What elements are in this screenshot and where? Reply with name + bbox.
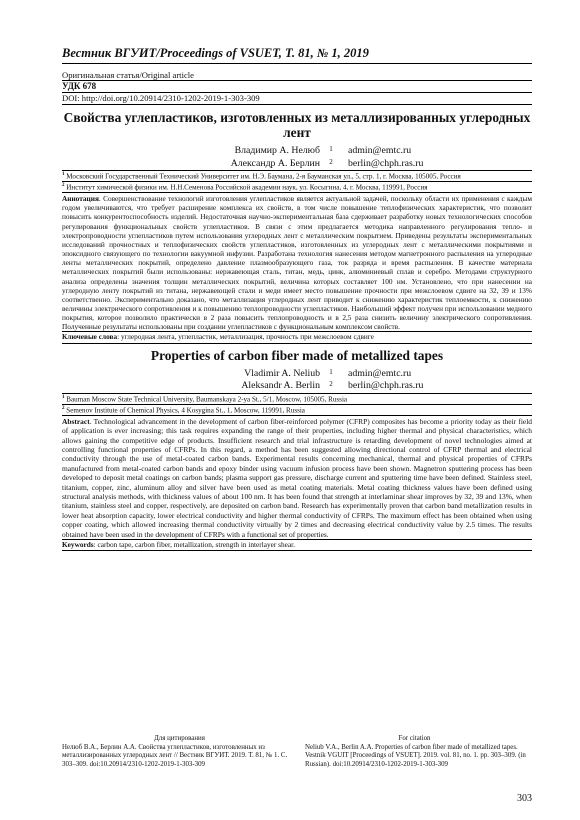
author-name: Александр А. Берлин (230, 157, 320, 169)
abstract-en (62, 417, 532, 539)
keywords-ru (62, 332, 532, 343)
keywords-text: : carbon tape, carbon fiber, metallization, strength in interlayer shear. (93, 540, 295, 550)
authors-en (62, 368, 532, 393)
author-row (62, 158, 532, 171)
affiliation-ru-2 (62, 182, 532, 192)
doi-link[interactable]: DOI: http://doi.org/10.20914/2310-1202-2019-1-303-309 (62, 93, 260, 104)
author-email[interactable]: berlin@chph.ras.ru (348, 380, 424, 392)
affil-mark: 1 (62, 394, 65, 400)
page-number: 303 (517, 793, 532, 804)
citation-heading: For citation (398, 735, 431, 742)
citation-text: Neliub V.A., Berlin A.A. Properties of carbon fiber made of metallized tapes. Vestnik VGUIT [Proceedings of VSUET]. 2019. vol. 81, no. 1. pp. 303–309. (in Russian). doi:10.20914/2310-1202-2019-1-303-309 (305, 743, 526, 768)
affiliation-en-1 (62, 394, 532, 404)
keywords-label: Ключевые слова (62, 332, 118, 342)
article-page (62, 46, 532, 551)
affil-text: Московский Государственный Технический Университет им. Н.Э. Баумана, 2-я Бауманская ул., 5, стр. 1, г. Москва, 105005, Россия (66, 172, 461, 181)
abstract-ru (62, 194, 532, 331)
affil-mark: 2 (62, 183, 65, 189)
author-affil-mark: 2 (329, 380, 333, 389)
abstract-label: Аннотация (62, 194, 99, 204)
citation-heading: Для цитирования (154, 735, 205, 742)
affil-mark: 2 (62, 405, 65, 411)
title-ru: Свойства углепластиков, изготовленных из металлизированных углеродных лент (63, 109, 531, 141)
keywords-label: Keywords (62, 540, 94, 550)
author-affil-mark: 1 (329, 367, 333, 376)
divider (62, 104, 532, 105)
udk-code: УДК 678 (62, 81, 97, 92)
affil-mark: 1 (62, 172, 65, 178)
citation-text: Нелюб В.А., Берлин А.А. Свойства углепластиков, изготовленных из металлизированных углеродных лент // Вестник ВГУИТ. 2019. Т. 81, № 1. С. 303–309. doi:10.20914/2310-1202-2019-1-303-309 (62, 743, 288, 768)
author-name: Владимир А. Нелюб (234, 145, 320, 156)
author-name: Vladimir A. Neliub (244, 367, 320, 379)
affiliation-ru-1 (62, 171, 532, 181)
keywords-en (62, 540, 532, 551)
affil-text: Bauman Moscow State Technical University, Baumanskaya 2-ya St., 5/1, Moscow, 105005, Russia (66, 395, 348, 404)
citation-ru (62, 735, 297, 769)
author-row (62, 380, 532, 393)
journal-header: Вестник ВГУИТ/Proceedings of VSUET, Т. 81, № 1, 2019 (62, 46, 532, 64)
author-email[interactable]: berlin@chph.ras.ru (348, 157, 424, 169)
affil-text: Институт химической физики им. Н.Н.Семенова Российской академии наук, ул. Косыгина, 4, г. Москва, 119991, Россия (66, 183, 428, 192)
abstract-text: . Technological advancement in the development of carbon fiber-reinforced polymer (CFRP) composites has become a priority today as their field of application is ever increasing; this task requires expanding the range of their properties, including higher thermal and physical characteristics, which allows gaining the competitive edge of products. Insufficient research and trial infrastructure is retarding development of novel technologies aimed at controlling functional properties of CFRPs. In this regard, a method has been suggested allowing directional control of CFRP thermal and electrical conductivity through the use of metal-coated carbon bands. Experimental results concerning mechanical, thermal and physical properties of CFRPs manufactured from metal-coated carbon bands and epoxy binder using vacuum infusion process have been shown. Magnetron sputtering process has been developed to deposit metal coatings on carbon bands; plasma support gas pressure, discharge current and sputtering time have been defined. Stainless steel, titanium, copper, zinc, aluminum alloy and silver have been used as metal coating materials. Metal coating thickness values have been defined using structural analysis methods, with thickness values of about 100 nm. It has been found that strength at interlaminar shear improves by 32, 39 and 13%, when titanium, stainless steel and copper, respectively, are deposited on carbon band. Research has experimentally proven that carbon band metallization results in lower heat absorption capacity, lower electrical conductivity and higher thermal conductivity of CFRPs. The maximum effect has been obtained when using copper coating, which allowed increasing thermal conductivity virtually by 2 times and decreasing electrical conductivity value by 2.5 times. The results obtained have been used in the development of CFRPs with a functional set of properties. (62, 416, 532, 539)
author-row (62, 145, 532, 158)
abstract-text: . Совершенствование технологий изготовления углепластиков является актуальной задачей, поскольку области их применения с каждым годом увеличиваются, что требует расширение комплекса их свойств, в том числе повышение теплофизических характеристик, что позволит повысить конкурентоспособность изделий. Недостаточная научно-экспериментальная база сдерживает разработку новых технологических способов регулирования функциональных свойств углепластиков. В связи с этим предлагается методика направленного регулирования тепло- и электропроводности углепластиков путем использования углеродных лент с металлическим покрытием. Приведены результаты экспериментальных исследований прочностных и теплофизических свойств углепластиков, изготовленных из углеродных лент с металлическими покрытиями и эпоксидного связующего по технологии вакуумной инфузии. Разработана технология нанесения методом магнетронного распыления на углеродные ленты металлических покрытий, определено давление плазмообразующего газа, ток разряда и время распыления. В качестве материала металлических покрытий были использованы: нержавеющая сталь, титан, медь, цинк, алюминиевый сплав и серебро. Методами структурного анализа определены значения толщин металлических покрытий, величина которых составляет 100 нм. Установлено, что при нанесении на углеродную ленту покрытий из титана, нержавеющей стали и меди имеет место повышение прочности при межслоевом сдвиге на 32, 39 и 13% соответственно. Экспериментально доказано, что металлизация углеродных лент приводит к снижению характеристик теплоемкости, к снижению величины электрического сопротивления и к повышению теплопроводности углепластиков. Наибольший эффект получен при использовании медного покрытия, которое позволило практически в 2 раза повысить теплопроводность и в 2,5 раза снизить величину электрического сопротивления. Полученные результаты использованы при создании углепластиков с функциональным комплексом свойств. (62, 194, 532, 332)
citation-en (297, 735, 532, 769)
author-name: Aleksandr A. Berlin (241, 380, 320, 392)
article-type: Оригинальная статья/Original article (62, 70, 194, 80)
divider (62, 192, 532, 193)
citation-block (62, 735, 532, 769)
author-email[interactable]: admin@emtc.ru (348, 145, 412, 156)
author-row (62, 368, 532, 381)
author-affil-mark: 1 (329, 145, 333, 153)
affil-text: Semenov Institute of Chemical Physics, 4 Kosygina St., 1, Moscow, 119991, Russia (66, 406, 305, 415)
affiliation-en-2 (62, 405, 532, 415)
author-email[interactable]: admin@emtc.ru (348, 367, 412, 379)
title-en: Properties of carbon fiber made of metallized tapes (150, 347, 444, 363)
abstract-label: Abstract (62, 416, 90, 426)
author-affil-mark: 2 (329, 157, 333, 166)
divider (62, 415, 532, 416)
keywords-text: : углеродная лента, углепластик, металлизация, прочность при межслоевом сдвиге (117, 332, 374, 342)
authors-ru (62, 145, 532, 170)
